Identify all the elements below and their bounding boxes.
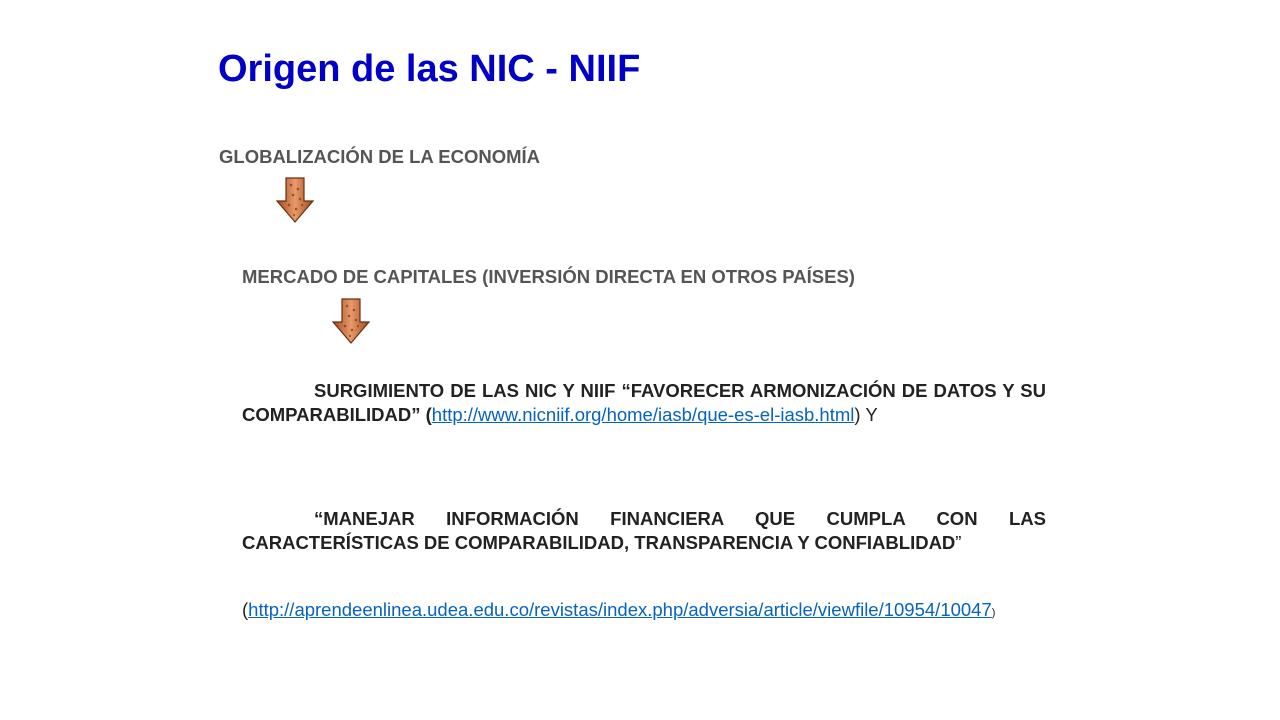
down-arrow-icon [276,177,314,223]
source-open: ( [242,599,249,620]
step-capital-market: MERCADO DE CAPITALES (INVERSIÓN DIRECTA EN OTROS PAÍSES) [242,266,855,287]
nicniif-link[interactable]: http://www.nicniif.org/home/iasb/que-es-el-iasb.html [431,404,855,425]
quote-paragraph [242,507,1046,555]
source-close: ) [991,607,996,619]
down-arrow-icon [332,298,370,344]
quote-end: ” [955,532,962,553]
udea-link[interactable]: http://aprendeenlinea.udea.edu.co/revistas/index.php/adversia/article/viewfile/10954/10047 [248,599,992,620]
step3-lead: SURGIMIENTO DE LAS NIC Y NIIF “FAVORECER ARMONIZACIÓN DE DATOS Y SU COMPARABILIDAD” ( [242,380,1046,425]
step3-tail: ) Y [854,404,878,425]
step-nic-niif-origin [242,379,1046,427]
source-paragraph [242,598,1046,625]
quote-text: “MANEJAR INFORMACIÓN FINANCIERA QUE CUMPLA CON LAS CARACTERÍSTICAS DE COMPARABILIDAD, TRANSPARENCIA Y CONFIABLIDAD [242,508,1046,553]
slide-title: Origen de las NIC - NIIF [218,48,641,90]
step-globalization: GLOBALIZACIÓN DE LA ECONOMÍA [219,146,540,167]
